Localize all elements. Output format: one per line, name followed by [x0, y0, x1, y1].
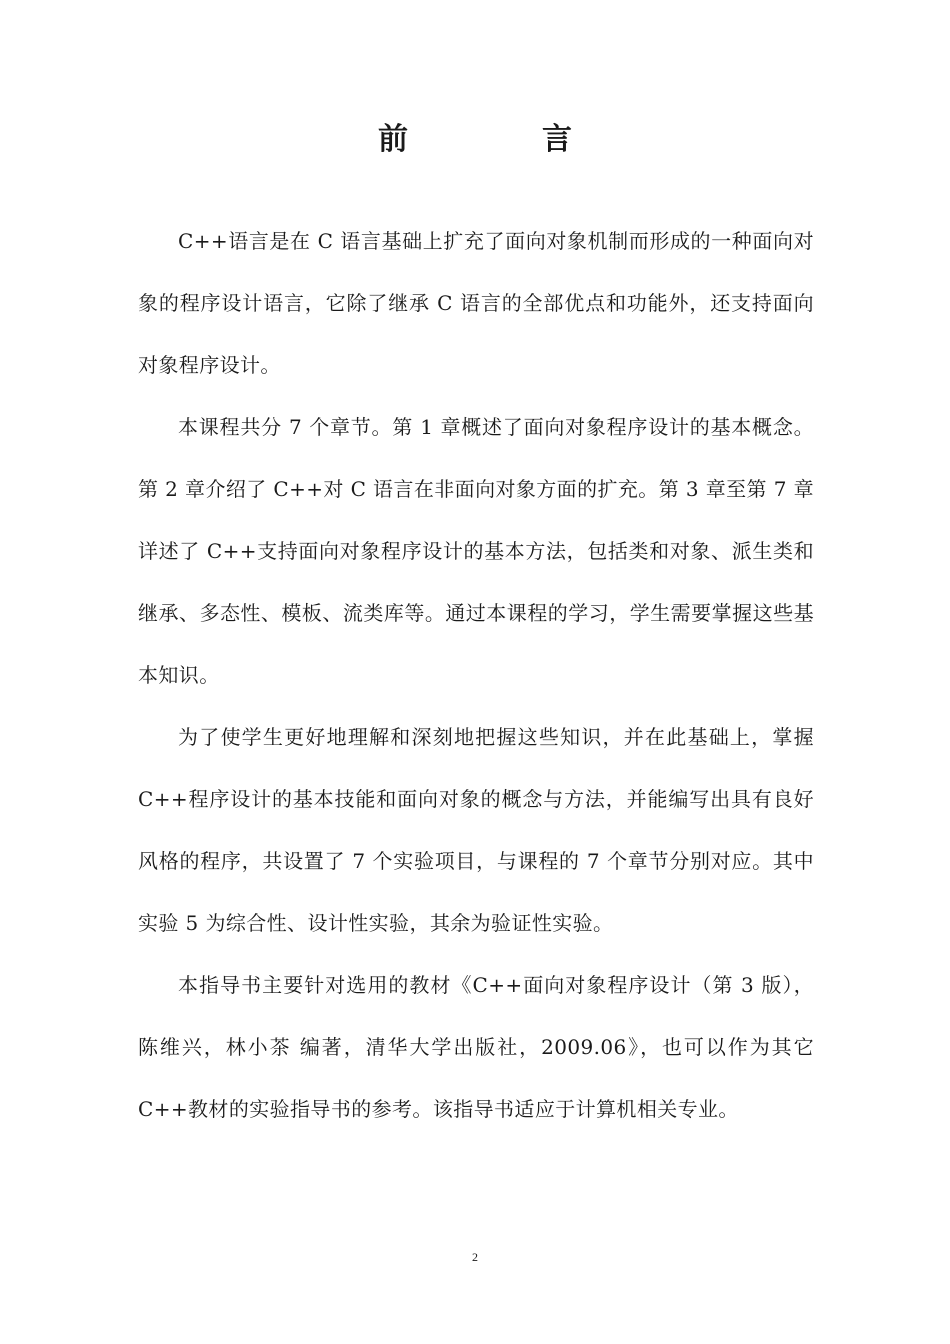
paragraph-experiments: 为了使学生更好地理解和深刻地把握这些知识，并在此基础上，掌握 C++程序设计的基本技能和面向对象的概念与方法，并能编写出具有良好风格的程序，共设置了 7 个实验项目，与课程的 7 个章节分别对应。其中实验 5 为综合性、设计性实验，其余为验证性实验。 [138, 725, 814, 935]
paragraph-chapters: 本课程共分 7 个章节。第 1 章概述了面向对象程序设计的基本概念。第 2 章介绍了 C++对 C 语言在非面向对象方面的扩充。第 3 章至第 7 章详述了 C++支持面向对象程序设计的基本方法，包括类和对象、派生类和继承、多态性、模板、流类库等。通过本课程的学习，学生需要掌握这些基本知识。 [138, 415, 814, 687]
paragraph-textbook: 本指导书主要针对选用的教材《C++面向对象程序设计（第 3 版），陈维兴，林小茶 编著，清华大学出版社，2009.06》，也可以作为其它 C++教材的实验指导书的参考。该指导书适应于计算机相关专业。 [138, 973, 814, 1121]
page-title: 前 言 [378, 122, 624, 157]
page-number: 2 [472, 1250, 478, 1264]
paragraph-intro: C++语言是在 C 语言基础上扩充了面向对象机制而形成的一种面向对象的程序设计语言，它除了继承 C 语言的全部优点和功能外，还支持面向对象程序设计。 [138, 229, 814, 377]
document-body [138, 210, 814, 1140]
